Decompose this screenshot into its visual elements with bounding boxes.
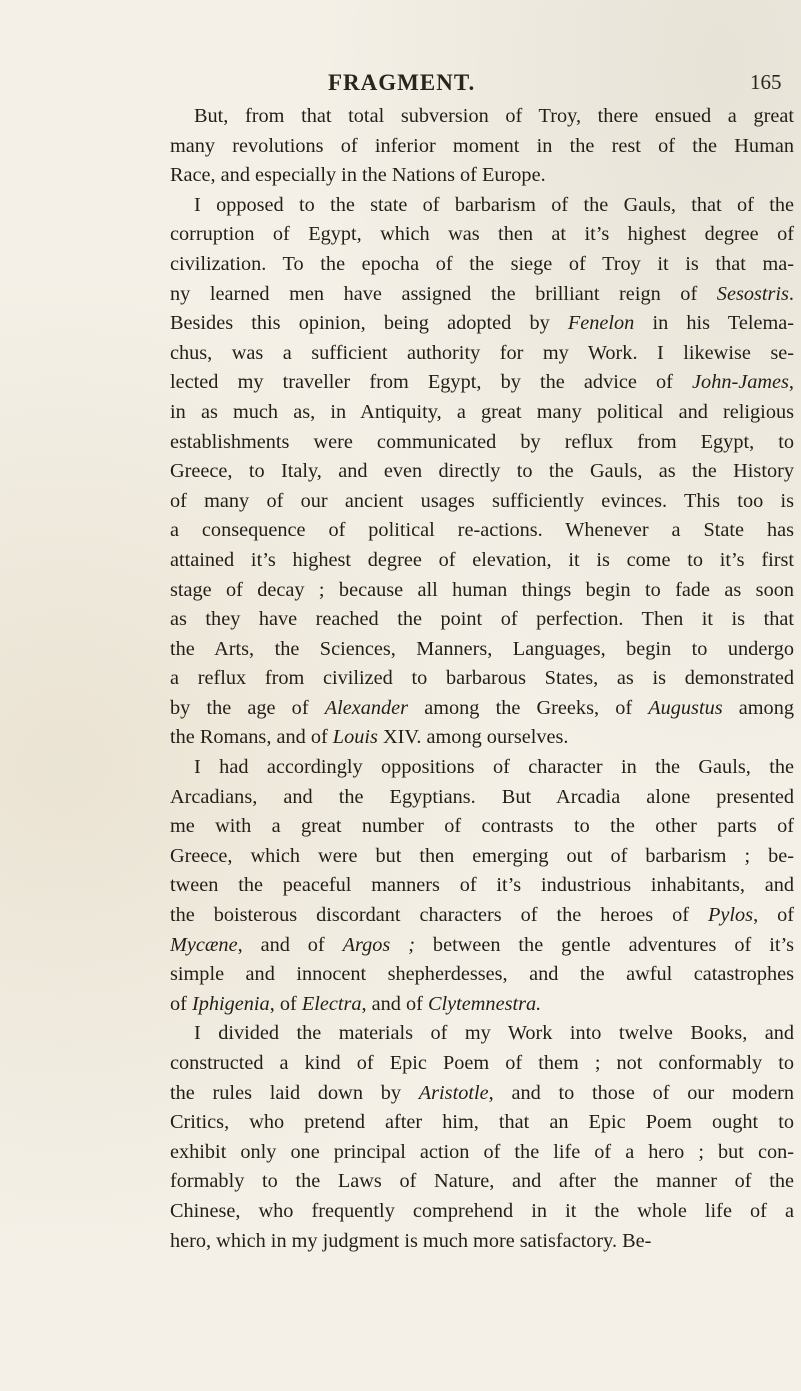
text-segment: tween the peaceful manners of it’s industrious inhabitants, and [170,874,794,897]
text-line [170,1108,794,1138]
text-line [170,250,794,280]
text-line [170,664,794,694]
page-number: 165 [750,70,782,94]
text-segment: the Arts, the Sciences, Manners, Languages, begin to undergo [170,637,794,660]
text-line [170,191,794,221]
text-segment: the Romans, and of [170,726,333,749]
text-line [170,398,794,428]
italic-text: Sesostris [716,282,789,305]
text-segment: a consequence of political re-actions. Whenever a State has [170,519,794,542]
text-line [170,783,794,813]
text-segment: of [170,992,192,1015]
text-segment: me with a great number of contrasts to the other parts of [170,815,794,838]
italic-text: Clytemnestra. [427,992,542,1015]
text-segment: exhibit only one principal action of the life of a hero ; but con- [170,1140,794,1163]
text-line [170,931,794,961]
text-line [170,428,794,458]
italic-text: Augustus [648,696,723,719]
italic-text: Aristotle [418,1081,489,1104]
text-segment: XIV. among ourselves. [377,726,569,749]
text-line [170,576,794,606]
italic-text: Alexander [324,696,409,719]
text-segment: , [788,371,794,394]
text-segment: many revolutions of inferior moment in the rest of the Human [170,134,794,157]
text-line [170,339,794,369]
text-segment: But, from that total subversion of Troy, there ensued a great [194,105,794,127]
text-segment: formably to the Laws of Nature, and after the manner of the [170,1170,794,1193]
text-segment: Critics, who pretend after him, that an Epic Poem ought to [170,1111,794,1134]
text-line [170,842,794,872]
text-line [170,457,794,487]
text-segment: Besides this opinion, being adopted by [170,312,568,335]
italic-text: Argos ; [342,933,415,956]
text-segment: by the age of [170,696,325,719]
text-line [170,1138,794,1168]
text-line [170,161,794,191]
italic-text: John-James [692,371,789,394]
text-segment: I divided the materials of my Work into twelve Books, and [194,1022,794,1045]
text-segment: Greece, to Italy, and even directly to the Gauls, as the History [170,460,794,483]
text-line [170,635,794,665]
text-segment: constructed a kind of Epic Poem of them ; not conformably to [170,1052,794,1074]
text-segment: between the gentle adventures of it’s [415,933,794,956]
text-line [170,1227,794,1257]
text-segment: , and of [237,933,343,956]
italic-text: Electra [301,992,362,1015]
text-segment: , and of [361,992,428,1015]
running-title: FRAGMENT. [328,70,476,95]
text-line [170,901,794,931]
text-segment: lected my traveller from Egypt, by the advice of [170,371,693,394]
text-segment: chus, was a sufficient authority for my Work. I likewise se- [170,341,794,364]
text-segment: . [788,282,794,305]
body-text [170,102,794,1256]
italic-text: Louis [332,726,378,749]
text-line [170,960,794,990]
text-segment: I opposed to the state of barbarism of the Gauls, that of the [194,193,794,216]
text-line [170,309,794,339]
text-segment: among [722,696,794,719]
text-line [170,102,794,132]
text-segment: in as much as, in Antiquity, a great many political and religious [170,400,794,423]
text-line [170,990,794,1020]
text-segment: of many of our ancient usages sufficiently evinces. This too is [170,489,794,512]
text-segment: civilization. To the epocha of the siege of Troy it is that ma- [170,252,794,275]
text-line [170,1019,794,1049]
text-segment: Arcadians, and the Egyptians. But Arcadia alone presented [170,785,794,808]
text-line [170,220,794,250]
text-line [170,1079,794,1109]
text-segment: , of [269,992,302,1015]
italic-text: Pylos [708,904,754,927]
text-segment: establishments were communicated by reflux from Egypt, to [170,430,794,453]
italic-text: Fenelon [567,312,635,335]
text-segment: Greece, which were but then emerging out of barbarism ; be- [170,844,794,867]
text-segment: attained it’s highest degree of elevation, it is come to it’s first [170,548,794,571]
text-segment: , and to those of our modern [488,1081,794,1104]
text-segment: as they have reached the point of perfection. Then it is that [170,608,794,631]
text-line [170,368,794,398]
text-segment: a reflux from civilized to barbarous States, as is demonstrated [170,667,794,690]
text-line [170,1197,794,1227]
italic-text: Mycæne [170,933,238,956]
text-segment: the boisterous discordant characters of the heroes of [170,904,708,927]
text-segment: ny learned men have assigned the brilliant reign of [170,282,717,305]
text-line [170,1167,794,1197]
text-segment: among the Greeks, of [408,696,649,719]
text-line [170,516,794,546]
text-segment: Chinese, who frequently comprehend in it the whole life of a [170,1199,794,1222]
page-header [0,70,801,98]
text-line [170,280,794,310]
text-segment: Race, and especially in the Nations of Europe. [170,164,546,187]
text-segment: I had accordingly oppositions of character in the Gauls, the [194,756,794,779]
text-segment: corruption of Egypt, which was then at it’s highest degree of [170,223,794,246]
text-line [170,871,794,901]
text-segment: in his Telema- [634,312,794,335]
text-line [170,487,794,517]
text-line [170,132,794,162]
text-segment: hero, which in my judgment is much more satisfactory. Be- [170,1229,652,1252]
italic-text: Iphigenia [191,992,270,1015]
text-segment: , of [753,904,794,927]
text-line [170,605,794,635]
text-line [170,546,794,576]
text-line [170,723,794,753]
text-line [170,812,794,842]
text-segment: simple and innocent shepherdesses, and the awful catastrophes [170,963,794,986]
text-line [170,694,794,724]
text-segment: the rules laid down by [170,1081,419,1104]
text-line [170,1049,794,1079]
text-line [170,753,794,783]
text-segment: stage of decay ; because all human things begin to fade as soon [170,578,794,601]
